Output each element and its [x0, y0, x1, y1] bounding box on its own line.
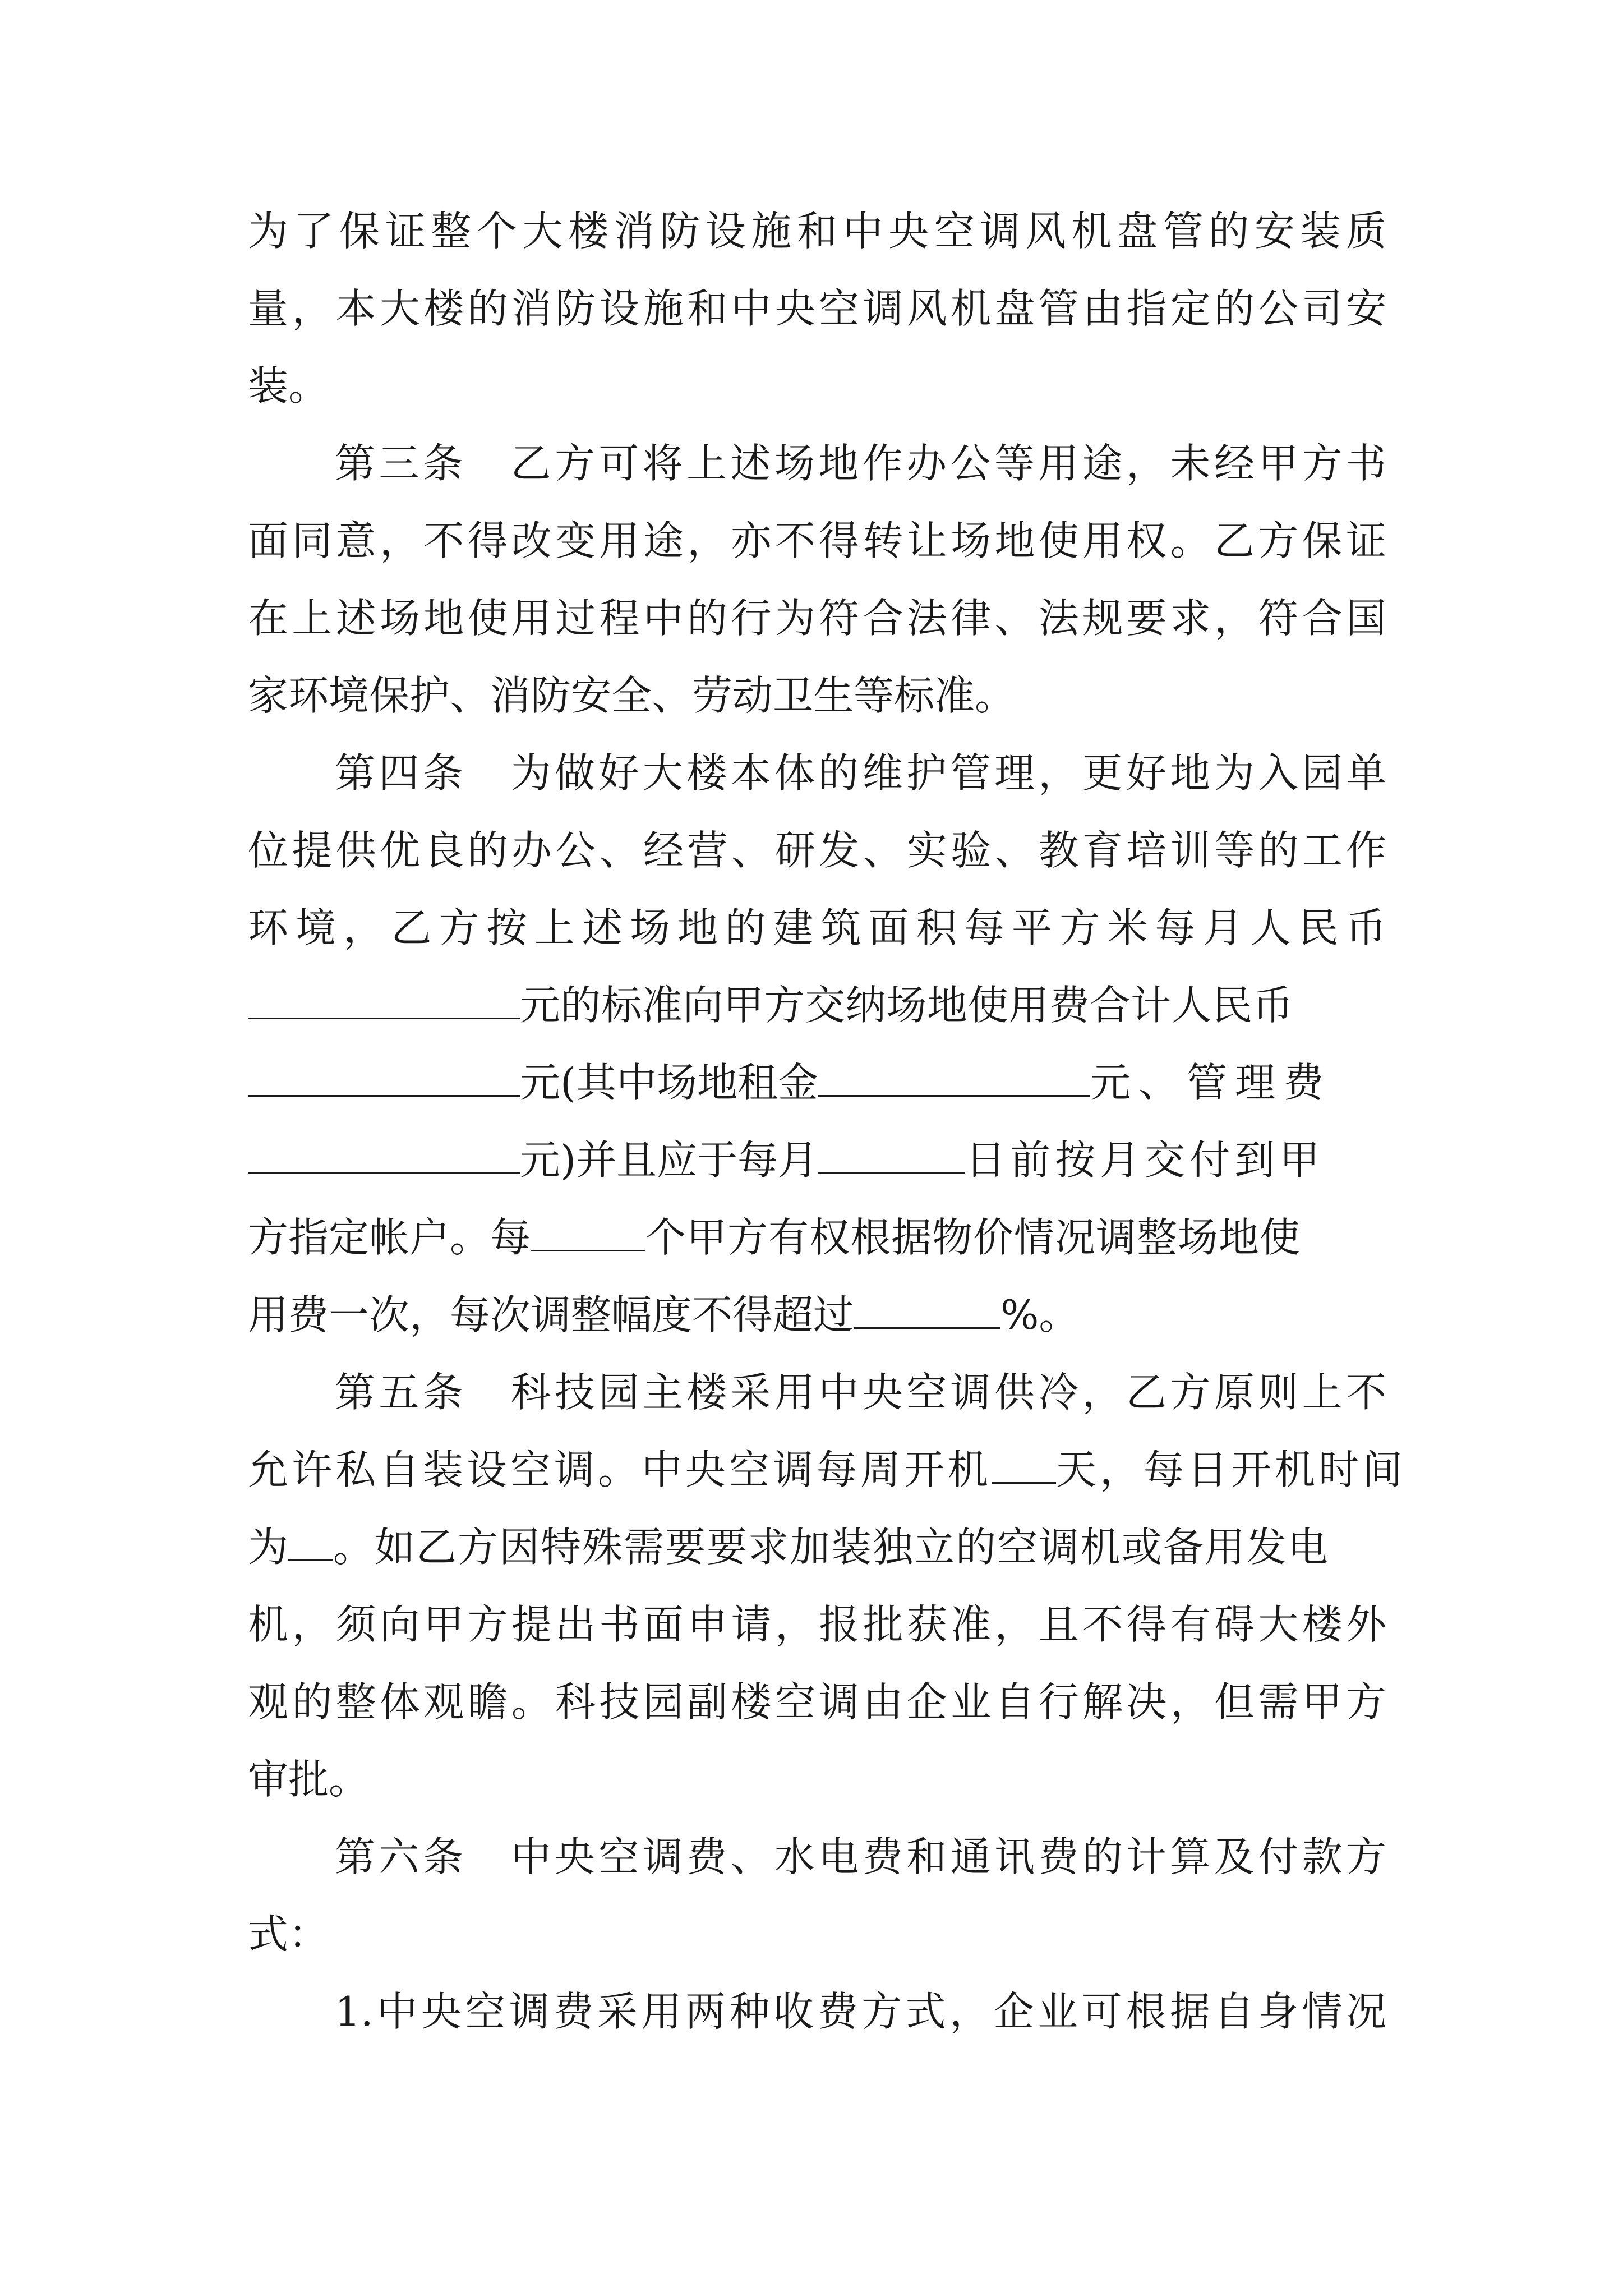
- text-line: 在上述场地使用过程中的行为符合法律、法规要求，符合国: [248, 595, 1386, 642]
- text-line-with-blank: 为 。如乙方因特殊需要要求加装独立的空调机或备用发电: [248, 1524, 1330, 1571]
- fill-blank[interactable]: [531, 1215, 645, 1251]
- article-5-heading-line: 第五条 科技园主楼采用中央空调供冷，乙方原则上不: [335, 1369, 1386, 1416]
- text-line: 审批。: [248, 1756, 370, 1803]
- text-line: 环境，乙方按上述场地的建筑面积每平方米每月人民币: [248, 904, 1386, 951]
- text-line: 观的整体观瞻。科技园副楼空调由企业自行解决，但需甲方: [248, 1678, 1386, 1726]
- fill-blank[interactable]: [288, 1525, 333, 1561]
- text-line-with-blank: 用费一次，每次调整幅度不得超过 %。: [248, 1291, 1080, 1338]
- text-line: 机，须向甲方提出书面申请，报批获准，且不得有碍大楼外: [248, 1601, 1386, 1648]
- text-line: 为了保证整个大楼消防设施和中央空调风机盘管的安装质: [248, 208, 1386, 255]
- fill-blank[interactable]: [248, 1138, 520, 1174]
- fill-blank[interactable]: [248, 1060, 520, 1097]
- fill-blank[interactable]: [992, 1447, 1056, 1484]
- fill-blank[interactable]: [818, 1138, 965, 1174]
- text-line-with-blank: 方指定帐户。每 个甲方有权根据物价情况调整场地使: [248, 1214, 1301, 1261]
- fill-blank[interactable]: [818, 1060, 1090, 1097]
- text-line: 式：: [248, 1911, 329, 1958]
- text-line-with-blank: 元)并且应于每月 日前按月交付到甲: [248, 1132, 1386, 1188]
- text-line: 面同意，不得改变用途，亦不得转让场地使用权。乙方保证: [248, 517, 1386, 564]
- fill-blank[interactable]: [854, 1292, 1000, 1329]
- article-4-heading-line: 第四条 为做好大楼本体的维护管理，更好地为入园单: [335, 749, 1386, 797]
- article-6-heading-line: 第六条 中央空调费、水电费和通讯费的计算及付款方: [335, 1833, 1386, 1880]
- text-line: 量，本大楼的消防设施和中央空调风机盘管由指定的公司安: [248, 285, 1386, 332]
- text-line-with-blank: 元的标准向甲方交纳场地使用费合计人民币: [248, 977, 1386, 1033]
- text-line-with-blank: 元(其中场地租金 元、管理费: [248, 1055, 1386, 1111]
- text-line: 家环境保护、消防安全、劳动卫生等标准。: [248, 672, 1016, 719]
- article-3-heading-line: 第三条 乙方可将上述场地作办公等用途，未经甲方书: [335, 440, 1386, 487]
- fill-blank[interactable]: [248, 983, 520, 1019]
- text-line: 装。: [248, 362, 329, 409]
- list-item-1-line: 1.中央空调费采用两种收费方式，企业可根据自身情况: [335, 1988, 1386, 2035]
- text-line: 位提供优良的办公、经营、研发、实验、教育培训等的工作: [248, 827, 1386, 874]
- text-line-with-blank: 允许私自装设空调。中央空调每周开机 天，每日开机时间: [248, 1446, 1407, 1493]
